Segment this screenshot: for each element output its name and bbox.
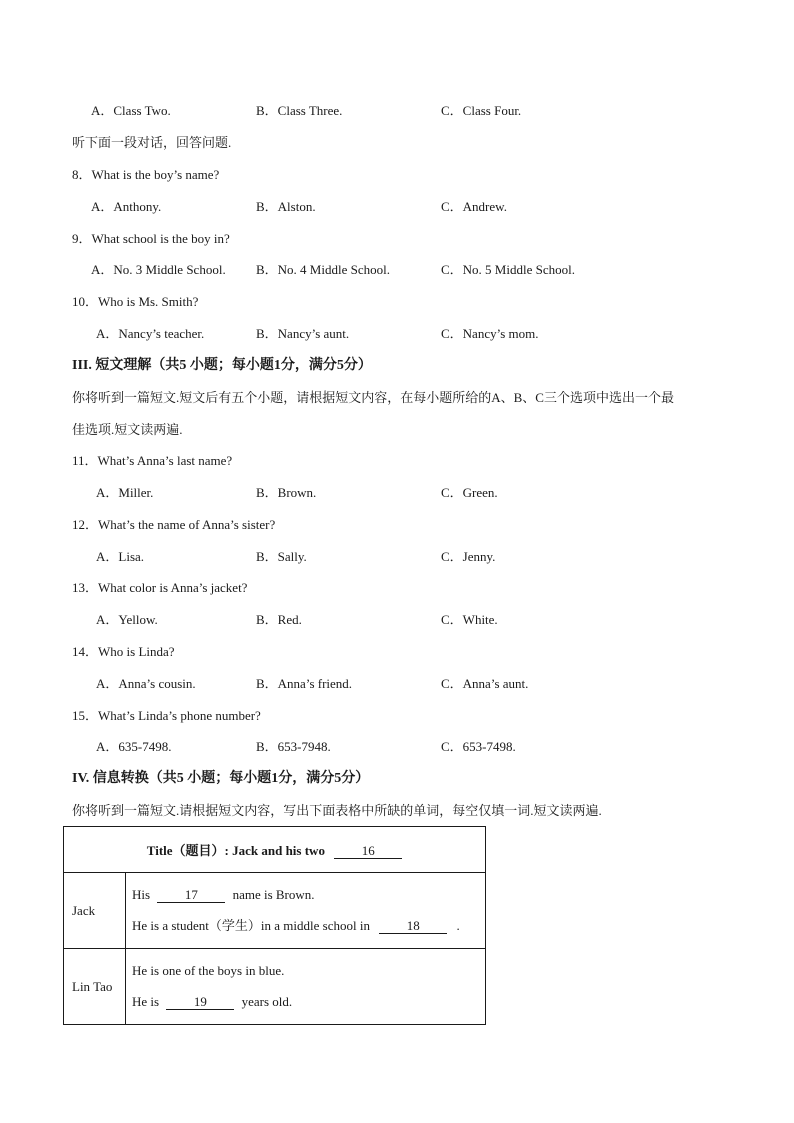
- question-text: 15．What’s Linda’s phone number?: [72, 708, 261, 723]
- option-a: A．Nancy’s teacher.: [96, 326, 205, 341]
- option-c: C．No. 5 Middle School.: [441, 262, 575, 277]
- table-title-cell: [64, 827, 486, 873]
- option-b: B．653-7948.: [256, 739, 331, 754]
- question-text: 10．Who is Ms. Smith?: [72, 294, 199, 309]
- row-label: Jack: [64, 873, 126, 949]
- option-c: C．Class Four.: [441, 103, 522, 118]
- option-a: A．Lisa.: [96, 549, 145, 564]
- option-b: B．Brown.: [256, 485, 317, 500]
- question-text: 11．What’s Anna’s last name?: [72, 453, 233, 468]
- option-a: A．No. 3 Middle School.: [91, 262, 226, 277]
- answer-blank: 18: [379, 919, 447, 934]
- table-title: Title（题目）: Jack and his two: [146, 843, 325, 858]
- option-a: A．Miller.: [96, 485, 154, 500]
- row-content: [126, 949, 486, 1025]
- option-b: B．Nancy’s aunt.: [256, 326, 350, 341]
- option-a: A．Yellow.: [96, 612, 158, 627]
- question-text: 8．What is the boy’s name?: [72, 167, 220, 182]
- question-text: 14．Who is Linda?: [72, 644, 175, 659]
- row-text: He is a student（学生）in a middle school in: [132, 918, 370, 933]
- row-content: [126, 873, 486, 949]
- option-b: B．Anna’s friend.: [256, 676, 353, 691]
- dialog-instruction: 听下面一段对话，回答问题.: [72, 135, 232, 150]
- row-text: His: [132, 887, 151, 902]
- info-table: [63, 826, 486, 1025]
- option-c: C．Nancy’s mom.: [441, 326, 539, 341]
- row-label: Lin Tao: [64, 949, 126, 1025]
- answer-blank: 17: [157, 888, 225, 903]
- row-text: He is: [132, 994, 160, 1009]
- option-b: B．Alston.: [256, 199, 316, 214]
- section-instruction: 你将听到一篇短文.短文后有五个小题，请根据短文内容，在每小题所给的A、B、C三个选项中选出一个最: [72, 390, 674, 405]
- section-heading: III. 短文理解（共5 小题；每小题1分，满分5分）: [72, 358, 372, 373]
- answer-blank: 16: [334, 844, 402, 859]
- section-instruction: 你将听到一篇短文.请根据短文内容，写出下面表格中所缺的单词，每空仅填一词.短文读两遍.: [72, 803, 602, 818]
- row-text: .: [456, 918, 460, 933]
- option-a: A．635-7498.: [96, 739, 172, 754]
- question-text: 13．What color is Anna’s jacket?: [72, 580, 248, 595]
- option-c: C．Green.: [441, 485, 498, 500]
- option-c: C．White.: [441, 612, 498, 627]
- option-c: C．Anna’s aunt.: [441, 676, 529, 691]
- option-a: A．Anthony.: [91, 199, 162, 214]
- row-text: He is one of the boys in blue.: [132, 963, 285, 978]
- row-text: name is Brown.: [232, 887, 315, 902]
- option-b: B．Class Three.: [256, 103, 343, 118]
- option-c: C．Andrew.: [441, 199, 507, 214]
- option-a: A．Class Two.: [91, 103, 171, 118]
- question-text: 12．What’s the name of Anna’s sister?: [72, 517, 276, 532]
- option-c: C．653-7498.: [441, 739, 516, 754]
- answer-blank: 19: [166, 995, 234, 1010]
- option-b: B．No. 4 Middle School.: [256, 262, 390, 277]
- question-text: 9．What school is the boy in?: [72, 231, 230, 246]
- row-text: years old.: [241, 994, 293, 1009]
- section-instruction: 佳选项.短文读两遍.: [72, 422, 183, 437]
- option-a: A．Anna’s cousin.: [96, 676, 196, 691]
- option-b: B．Sally.: [256, 549, 307, 564]
- section-heading: IV. 信息转换（共5 小题；每小题1分，满分5分）: [72, 771, 370, 786]
- option-c: C．Jenny.: [441, 549, 496, 564]
- option-b: B．Red.: [256, 612, 302, 627]
